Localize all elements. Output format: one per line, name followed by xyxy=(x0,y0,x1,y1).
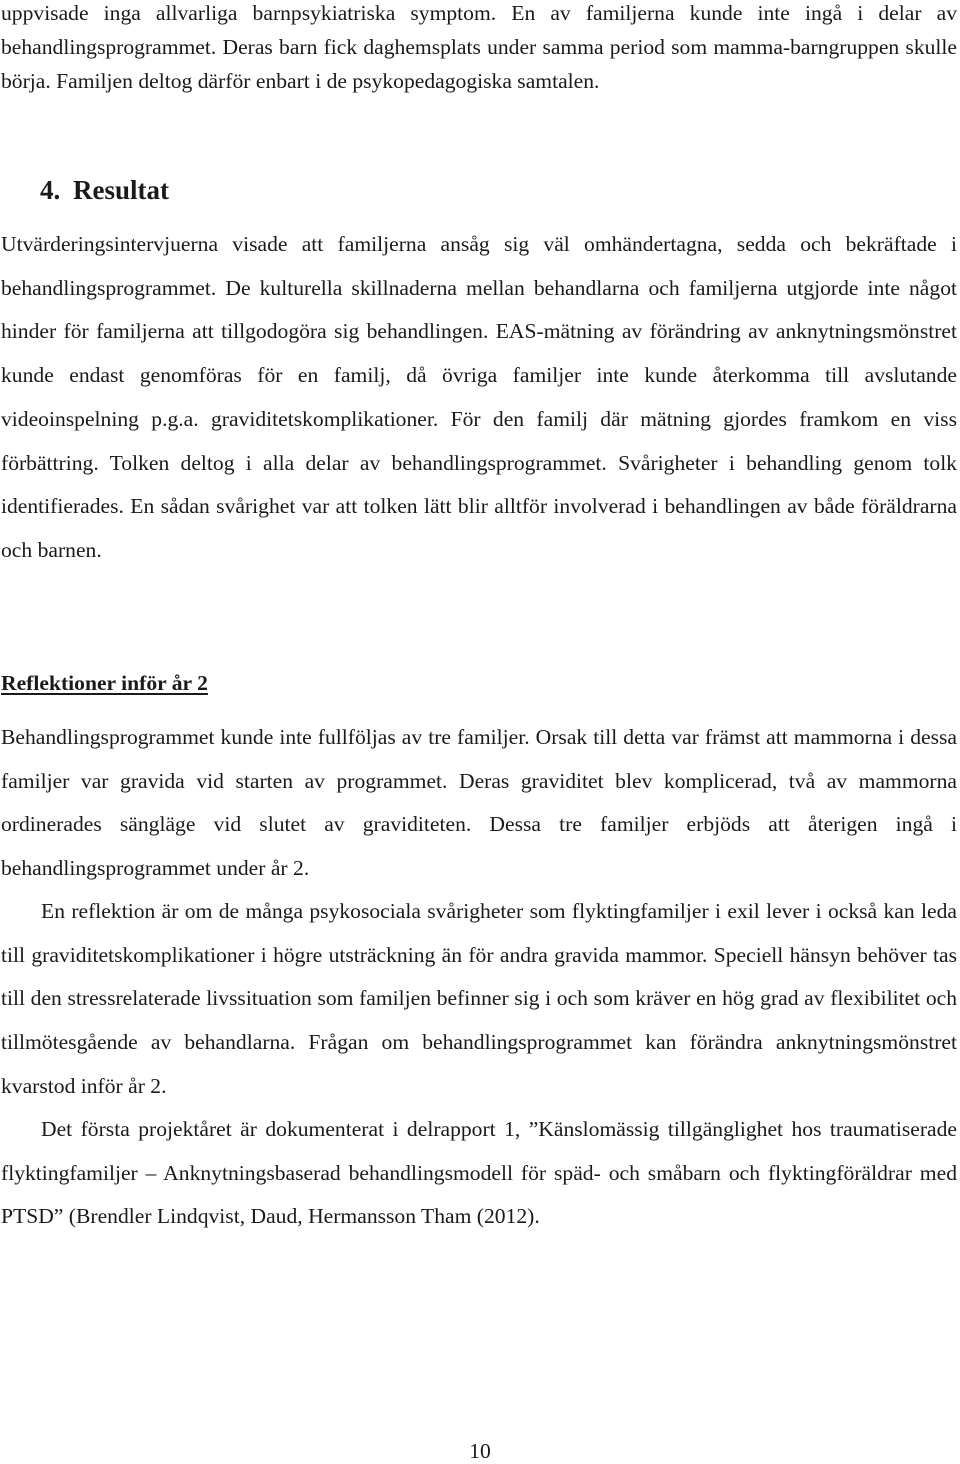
paragraph-reflections-1: Behandlingsprogrammet kunde inte fullföljas av tre familjer. Orsak till detta var främst att mammorna i dessa familjer var gravida vid starten av programmet. Deras graviditet blev komplicerad, två av mammorna ordinerades sängläge vid slutet av graviditeten. Dessa tre familjer erbjöds att återigen ingå i behandlingsprogrammet under år 2. xyxy=(1,725,957,881)
subheading-reflections: Reflektioner inför år 2 xyxy=(1,671,208,695)
paragraph-results: Utvärderingsintervjuerna visade att familjerna ansåg sig väl omhändertagna, sedda och bekräftade i behandlingsprogrammet. De kulturella skillnaderna mellan behandlarna och familjerna utgjorde inte något hinder för familjerna att tillgodogöra sig behandlingen. EAS-mätning av förändring av anknytningsmönstret kunde endast genomföras för en familj, då övriga familjer inte kunde återkomma till avslutande videoinspelning p.g.a. graviditetskomplikationer. För den familj där mätning gjordes framkom en viss förbättring. Tolken deltog i alla delar av behandlingsprogrammet. Svårigheter i behandling genom tolk identifierades. En sådan svårighet var att tolken lätt blir alltför involverad i behandlingen av både föräldrarna och barnen. xyxy=(1,232,957,562)
section-heading-results xyxy=(40,168,169,212)
paragraph-intro-continuation: uppvisade inga allvarliga barnpsykiatriska symptom. En av familjerna kunde inte ingå i delar av behandlingsprogrammet. Deras barn fick daghemsplats under samma period som mamma-barngruppen skulle börja. Familjen deltog därför enbart i de psykopedagogiska samtalen. xyxy=(1,1,957,93)
paragraph-reflections-3: Det första projektåret är dokumenterat i delrapport 1, ”Känslomässig tillgänglighet hos traumatiserade flyktingfamiljer – Anknytningsbaserad behandlingsmodell för späd- och småbarn och flyktingföräldrar med PTSD” (Brendler Lindqvist, Daud, Hermansson Tham (2012). xyxy=(1,1117,957,1229)
page-number: 10 xyxy=(469,1439,491,1463)
section-title: Resultat xyxy=(73,175,169,205)
section-number: 4. xyxy=(40,175,61,205)
paragraph-reflections-2: En reflektion är om de många psykosociala svårigheter som flyktingfamiljer i exil lever i också kan leda till graviditetskomplikationer i högre utsträckning än för andra gravida mammor. Speciell hänsyn behöver tas till den stressrelaterade livssituation som familjen befinner sig i och som kräver en hög grad av flexibilitet och tillmötesgående av behandlarna. Frågan om behandlingsprogrammet kan förändra anknytningsmönstret kvarstod inför år 2. xyxy=(1,899,957,1098)
